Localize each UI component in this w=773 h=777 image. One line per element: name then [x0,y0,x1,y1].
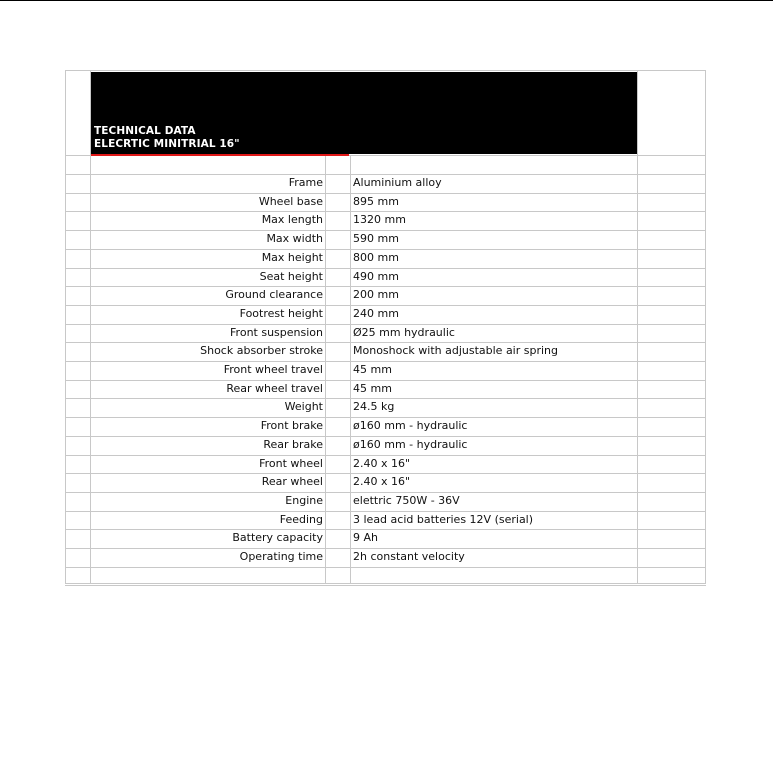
spec-label: Weight [284,400,323,414]
table-row [65,230,706,249]
spec-label: Seat height [259,269,323,283]
table-row [65,529,706,548]
table-row [65,342,706,361]
spec-label: Rear brake [263,437,323,451]
table-row [65,455,706,474]
spec-label: Max width [266,232,323,246]
spec-label: Feeding [279,512,323,526]
spec-value: 800 mm [353,250,399,264]
column-divider [637,70,638,155]
spec-label: Front wheel travel [223,363,323,376]
spec-value: ø160 mm - hydraulic [353,419,468,433]
table-row [65,211,706,230]
spec-label: Front suspension [230,325,323,339]
table-row [65,492,706,511]
spec-value: elettric 750W - 36V [353,493,460,507]
spec-value: 9 Ah [353,531,378,545]
spec-value: 2h constant velocity [353,550,465,563]
table-row [65,511,706,530]
spec-label: Max length [261,213,323,227]
spec-label: Operating time [239,550,323,563]
spec-label: Shock absorber stroke [200,344,323,358]
row-divider [65,567,706,568]
spec-label: Rear wheel travel [226,381,323,395]
table-row [65,324,706,343]
spec-value: 45 mm [353,363,392,376]
accent-underline [91,154,349,156]
spec-value: 24.5 kg [353,400,395,414]
table-row [65,174,706,193]
table-row [65,305,706,324]
table-row [65,286,706,305]
table-row [65,417,706,436]
table-row [65,380,706,399]
header-banner [91,72,637,154]
spec-label: Rear wheel [261,475,323,489]
table-row [65,268,706,287]
spec-label: Front wheel [259,456,323,470]
table-row [65,548,706,567]
spec-value: 240 mm [353,306,399,320]
spec-label: Frame [288,176,323,189]
table-row [65,249,706,268]
spec-label: Battery capacity [232,531,323,545]
table-row [65,436,706,455]
spec-value: 2.40 x 16" [353,475,411,489]
page-top-border [0,0,773,1]
row-divider [65,585,706,586]
table-row [65,398,706,417]
spec-value: 895 mm [353,194,399,208]
title-line-model: ELECRTIC MINITRIAL 16" [94,138,240,150]
title-line-technical-data: TECHNICAL DATA [94,125,196,137]
spec-value: Monoshock with adjustable air spring [353,344,559,358]
document-title [94,125,240,151]
table-row [65,473,706,492]
spec-label: Ground clearance [225,288,323,302]
spec-value: Aluminium alloy [353,176,442,189]
table-row [65,193,706,212]
spec-value: ø160 mm - hydraulic [353,437,468,451]
spec-value: Ø25 mm hydraulic [353,325,455,339]
spec-value: 590 mm [353,232,399,246]
spec-value: 1320 mm [353,213,406,227]
spec-label: Front brake [260,419,323,433]
spec-label: Footrest height [239,306,323,320]
spec-value: 200 mm [353,288,399,302]
spec-label: Wheel base [258,194,323,208]
spec-value: 490 mm [353,269,399,283]
table-row [65,361,706,380]
spec-value: 3 lead acid batteries 12V (serial) [353,512,534,526]
spec-label: Max height [261,250,323,264]
spec-value: 45 mm [353,381,392,395]
spec-label: Engine [285,493,323,507]
spec-value: 2.40 x 16" [353,456,411,470]
